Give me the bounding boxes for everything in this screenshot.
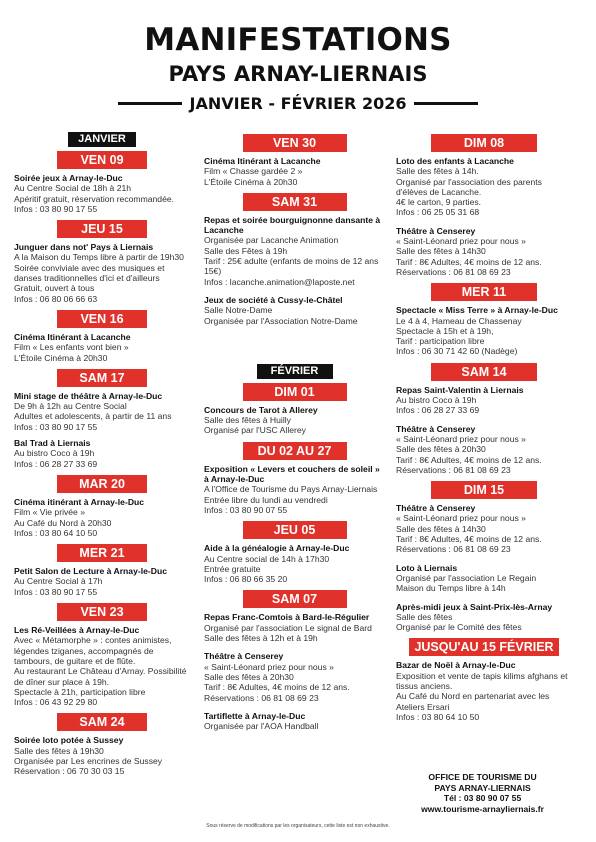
event-title: Exposition « Levers et couchers de soleil » à Arnay-le-Duc — [204, 463, 380, 485]
event-detail: Film « Chasse gardée 2 » — [204, 166, 303, 177]
date-badge: SAM 24 — [57, 713, 147, 731]
date-badge: JEU 05 — [243, 521, 347, 539]
event-detail: Gratuit, ouvert à tous — [14, 283, 95, 294]
date-badge: DIM 15 — [431, 481, 537, 499]
date-badge: VEN 23 — [57, 603, 147, 621]
event-detail: Organisée par l'AOA Handball — [204, 721, 319, 732]
event-title: Spectacle « Miss Terre » à Arnay-le-Duc — [396, 305, 558, 316]
event-entry — [396, 602, 572, 633]
event-entry — [396, 385, 572, 416]
event-detail: Au Centre social de 14h à 17h30 — [204, 553, 330, 564]
event-title: Théâtre à Censerey — [396, 225, 476, 236]
event-detail: Salle des fêtes à Huilly — [204, 415, 291, 426]
date-badge: MER 11 — [431, 283, 537, 301]
event-detail: « Saint-Léonard priez pour nous » — [396, 236, 526, 247]
tourism-office-contact — [421, 772, 544, 814]
event-detail: Tarif : participation libre — [396, 336, 485, 347]
event-detail: De 9h à 12h au Centre Social — [14, 401, 127, 412]
event-title: Théâtre à Censerey — [204, 651, 284, 662]
event-detail: Organisée par l'Association Notre-Dame — [204, 315, 358, 326]
date-badge: MAR 20 — [57, 475, 147, 493]
event-detail: Salle Notre-Dame — [204, 305, 273, 316]
event-title: Jeux de société à Cussy-le-Châtel — [204, 294, 343, 305]
period-rule-left — [118, 102, 182, 105]
event-detail: Réservations : 06 81 08 69 23 — [204, 692, 319, 703]
event-detail: Soirée conviviale avec des musiques et danses traditionnelles d'ici et d'ailleurs — [14, 262, 165, 284]
event-detail: Tarif : 8€ Adultes, 4€ moins de 12 ans. — [204, 682, 350, 693]
event-title: Cinéma itinérant à Arnay-le-Duc — [14, 496, 145, 507]
event-detail: Entrée libre du lundi au vendredi — [204, 494, 328, 505]
event-detail: Infos : 06 28 27 33 69 — [14, 458, 98, 469]
event-detail: Infos : 06 43 92 29 80 — [14, 697, 98, 708]
period-row — [118, 92, 478, 114]
event-detail: Salle des fêtes à 14h30 — [396, 246, 486, 257]
column-middle — [204, 134, 385, 731]
event-entry — [396, 424, 572, 475]
event-title: Mini stage de théâtre à Arnay-le-Duc — [14, 390, 163, 401]
event-entry — [14, 242, 190, 304]
event-entry — [14, 391, 190, 432]
date-badge: MER 21 — [57, 544, 147, 562]
event-detail: Au Café du Nord à 20h30 — [14, 517, 112, 528]
event-title: Cinéma Itinérant à Lacanche — [14, 331, 131, 342]
event-detail: Salle des fêtes — [396, 611, 453, 622]
event-detail: Tarif : 25€ adulte (enfants de moins de 12 ans 15€) — [204, 256, 379, 277]
event-detail: Infos : 03 80 64 10 50 — [14, 527, 98, 538]
event-title: Théâtre à Censerey — [396, 423, 476, 434]
date-badge: VEN 09 — [57, 151, 147, 169]
event-detail: A l'Office de Tourisme du Pays Arnay-Liernais — [204, 484, 378, 495]
event-detail: Salle des Fêtes à 19h — [204, 245, 288, 256]
event-detail: Film « Vie privée » — [14, 507, 86, 518]
date-badge: VEN 30 — [243, 134, 347, 152]
event-detail: Organisé par le Comité des fêtes — [396, 622, 522, 633]
event-detail: Réservations : 06 81 08 69 23 — [396, 464, 511, 475]
event-title: Soirée jeux à Arnay-le-Duc — [14, 173, 123, 183]
event-detail: 4€ le carton, 9 parties. — [396, 197, 482, 208]
event-detail: Au Centre Social à 17h — [14, 576, 103, 587]
event-title: Cinéma Itinérant à Lacanche — [204, 156, 321, 166]
event-detail: Organisé par l'association Le Regain — [396, 572, 537, 583]
event-title: Tartiflette à Arnay-le-Duc — [204, 710, 306, 721]
event-entry — [204, 156, 385, 187]
event-detail: Apéritif gratuit, réservation recommandée. — [14, 193, 175, 204]
period-label: JANVIER - FÉVRIER 2026 — [189, 93, 407, 113]
footer-phone: Tél : 03 80 90 07 55 — [443, 793, 522, 803]
date-badge: DIM 01 — [243, 383, 347, 401]
event-detail: L'Étoile Cinéma à 20h30 — [204, 176, 298, 187]
event-entry — [204, 711, 385, 732]
column-left — [14, 132, 190, 777]
date-badge: DIM 08 — [431, 134, 537, 152]
event-entry — [14, 625, 190, 707]
date-badge: SAM 07 — [243, 590, 347, 608]
event-title: Loto des enfants à Lacanche — [396, 156, 514, 166]
event-title: Bazar de Noël à Arnay-le-Duc — [396, 660, 516, 671]
event-entry — [204, 464, 385, 515]
event-entry — [14, 566, 190, 597]
event-detail: Infos : 03 80 64 10 50 — [396, 711, 480, 722]
event-title: Repas Franc-Comtois à Bard-le-Régulier — [204, 612, 370, 623]
event-detail: Exposition et vente de tapis kilims afghans et tissus anciens. — [396, 670, 568, 691]
event-detail: « Saint-Léonard priez pour nous » — [204, 661, 334, 672]
event-detail: Organisé par l'association Le signal de Bard — [204, 622, 372, 633]
event-detail: Salle des fêtes à 14h30 — [396, 523, 486, 534]
event-detail: Au bistro Coco à 19h — [14, 448, 95, 459]
event-entry — [204, 215, 385, 287]
event-detail: Salle des fêtes à 19h30 — [14, 745, 104, 756]
date-badge: JEU 15 — [57, 220, 147, 238]
event-entry — [14, 438, 190, 469]
event-title: Repas et soirée bourguignonne dansante à Lacanche — [204, 214, 381, 236]
date-badge: DU 02 AU 27 — [243, 442, 347, 460]
event-detail: Spectacle à 15h et à 19h, — [396, 325, 494, 336]
event-detail: Au Centre Social de 18h à 21h — [14, 183, 132, 194]
footer-website[interactable]: www.tourisme-arnayliernais.fr — [421, 803, 544, 814]
event-entry — [396, 660, 572, 722]
event-entry — [204, 612, 385, 643]
event-detail: Tarif : 8€ Adultes, 4€ moins de 12 ans. — [396, 534, 542, 545]
event-entry — [14, 497, 190, 538]
event-entry — [204, 651, 385, 702]
event-detail: « Saint-Léonard priez pour nous » — [396, 513, 526, 524]
event-detail: Infos : 03 80 90 07 55 — [204, 504, 288, 515]
event-detail: Infos : 06 30 71 42 60 (Nadège) — [396, 346, 518, 357]
event-title: Bal Trad à Liernais — [14, 438, 91, 449]
footer-line: PAYS ARNAY-LIERNAIS — [434, 782, 531, 793]
event-title: Petit Salon de Lecture à Arnay-le-Duc — [14, 566, 167, 577]
event-detail: Infos : 03 80 90 17 55 — [14, 421, 98, 432]
event-detail: Infos : 06 28 27 33 69 — [396, 405, 480, 416]
event-detail: Organisée par Les encrines de Sussey — [14, 755, 163, 766]
event-detail: Adultes et adolescents, à partir de 11 ans — [14, 411, 172, 422]
event-entry — [396, 226, 572, 277]
date-badge: SAM 17 — [57, 369, 147, 387]
event-detail: Infos : lacanche.animation@laposte.net — [204, 276, 355, 287]
month-header-janvier: JANVIER — [68, 132, 136, 147]
event-detail: Salle des fêtes à 12h et à 19h — [204, 633, 318, 644]
event-entry — [396, 503, 572, 554]
event-detail: Tarif : 8€ Adultes, 4€ moins de 12 ans. — [396, 256, 542, 267]
event-entry — [396, 305, 572, 356]
event-detail: Infos : 06 80 06 66 63 — [14, 293, 98, 304]
event-entry — [204, 543, 385, 584]
date-badge: SAM 14 — [431, 363, 537, 381]
event-entry — [204, 405, 385, 436]
event-detail: Entrée gratuite — [204, 563, 261, 574]
event-entry — [14, 735, 190, 776]
event-detail: Avec « Métamorphe » : contes animistes, légendes tziganes, accompagnés de tambours, de guitare et de flûte. — [14, 635, 172, 666]
event-detail: « Saint-Léonard priez pour nous » — [396, 433, 526, 444]
event-title: Repas Saint-Valentin à Liernais — [396, 384, 524, 395]
event-detail: Réservations : 06 81 08 69 23 — [396, 544, 511, 555]
event-title: Concours de Tarot à Allerey — [204, 404, 318, 415]
event-title: Théâtre à Censerey — [396, 503, 476, 514]
event-entry — [14, 332, 190, 363]
event-entry — [396, 563, 572, 594]
event-detail: Salle des fêtes à 20h30 — [204, 671, 294, 682]
date-badge: VEN 16 — [57, 310, 147, 328]
page-title: MANIFESTATIONS — [144, 22, 452, 58]
event-title: Junguer dans not' Pays à Liernais — [14, 242, 154, 253]
event-detail: Réservations : 06 81 08 69 23 — [396, 266, 511, 277]
event-detail: Infos : 06 25 05 31 68 — [396, 207, 480, 218]
event-detail: Le 4 à 4, Hameau de Chassenay — [396, 315, 522, 326]
event-detail: Au Café du Nord en partenariat avec les Ateliers Ersari — [396, 691, 550, 712]
event-detail: Organisée par Lacanche Animation — [204, 235, 339, 246]
event-detail: Réservation : 06 70 30 03 15 — [14, 766, 125, 777]
footer-line: OFFICE DE TOURISME DU — [428, 772, 537, 782]
event-title: Les Ré-Veillées à Arnay-le-Duc — [14, 625, 140, 636]
event-detail: A la Maison du Temps libre à partir de 19h30 — [14, 252, 184, 263]
event-entry — [14, 173, 190, 214]
event-title: Aide à la généalogie à Arnay-le-Duc — [204, 543, 350, 554]
date-badge: JUSQU'AU 15 FÉVRIER — [409, 638, 559, 656]
event-title: Loto à Liernais — [396, 562, 458, 573]
event-detail: Au restaurant Le Château d'Arnay. Possibilité de dîner sur place à 19h. — [14, 666, 187, 687]
event-title: Soirée loto potée à Sussey — [14, 735, 124, 746]
period-rule-right — [414, 102, 478, 105]
event-detail: Spectacle à 21h, participation libre — [14, 686, 146, 697]
event-title: Après-midi jeux à Saint-Prix-lès-Arnay — [396, 601, 553, 612]
event-detail: Salle des fêtes à 20h30 — [396, 444, 486, 455]
event-detail: Au bistro Coco à 19h — [396, 395, 477, 406]
event-detail: Organisé par l'association des parents d'élèves de Lacanche. — [396, 176, 542, 197]
column-right — [396, 134, 572, 722]
date-badge: SAM 31 — [243, 193, 347, 211]
event-detail: Organisé par l'USC Allerey — [204, 425, 306, 436]
event-entry — [204, 295, 385, 326]
month-header-fevrier: FÉVRIER — [257, 364, 333, 379]
event-detail: Salle des fêtes à 14h. — [396, 166, 479, 177]
event-detail: Infos : 03 80 90 17 55 — [14, 586, 98, 597]
event-detail: Tarif : 8€ Adultes, 4€ moins de 12 ans. — [396, 454, 542, 465]
page-subtitle: PAYS ARNAY-LIERNAIS — [168, 62, 428, 86]
event-detail: Infos : 06 80 66 35 20 — [204, 574, 288, 585]
event-detail: Film « Les enfants vont bien » — [14, 342, 129, 353]
event-detail: Maison du Temps libre à 14h — [396, 583, 506, 594]
disclaimer: Sous réserve de modifications par les organisateurs, cette liste est non exhaustive. — [206, 823, 390, 829]
event-entry — [396, 156, 572, 218]
event-detail: L'Étoile Cinéma à 20h30 — [14, 352, 108, 363]
event-detail: Infos : 03 80 90 17 55 — [14, 203, 98, 214]
